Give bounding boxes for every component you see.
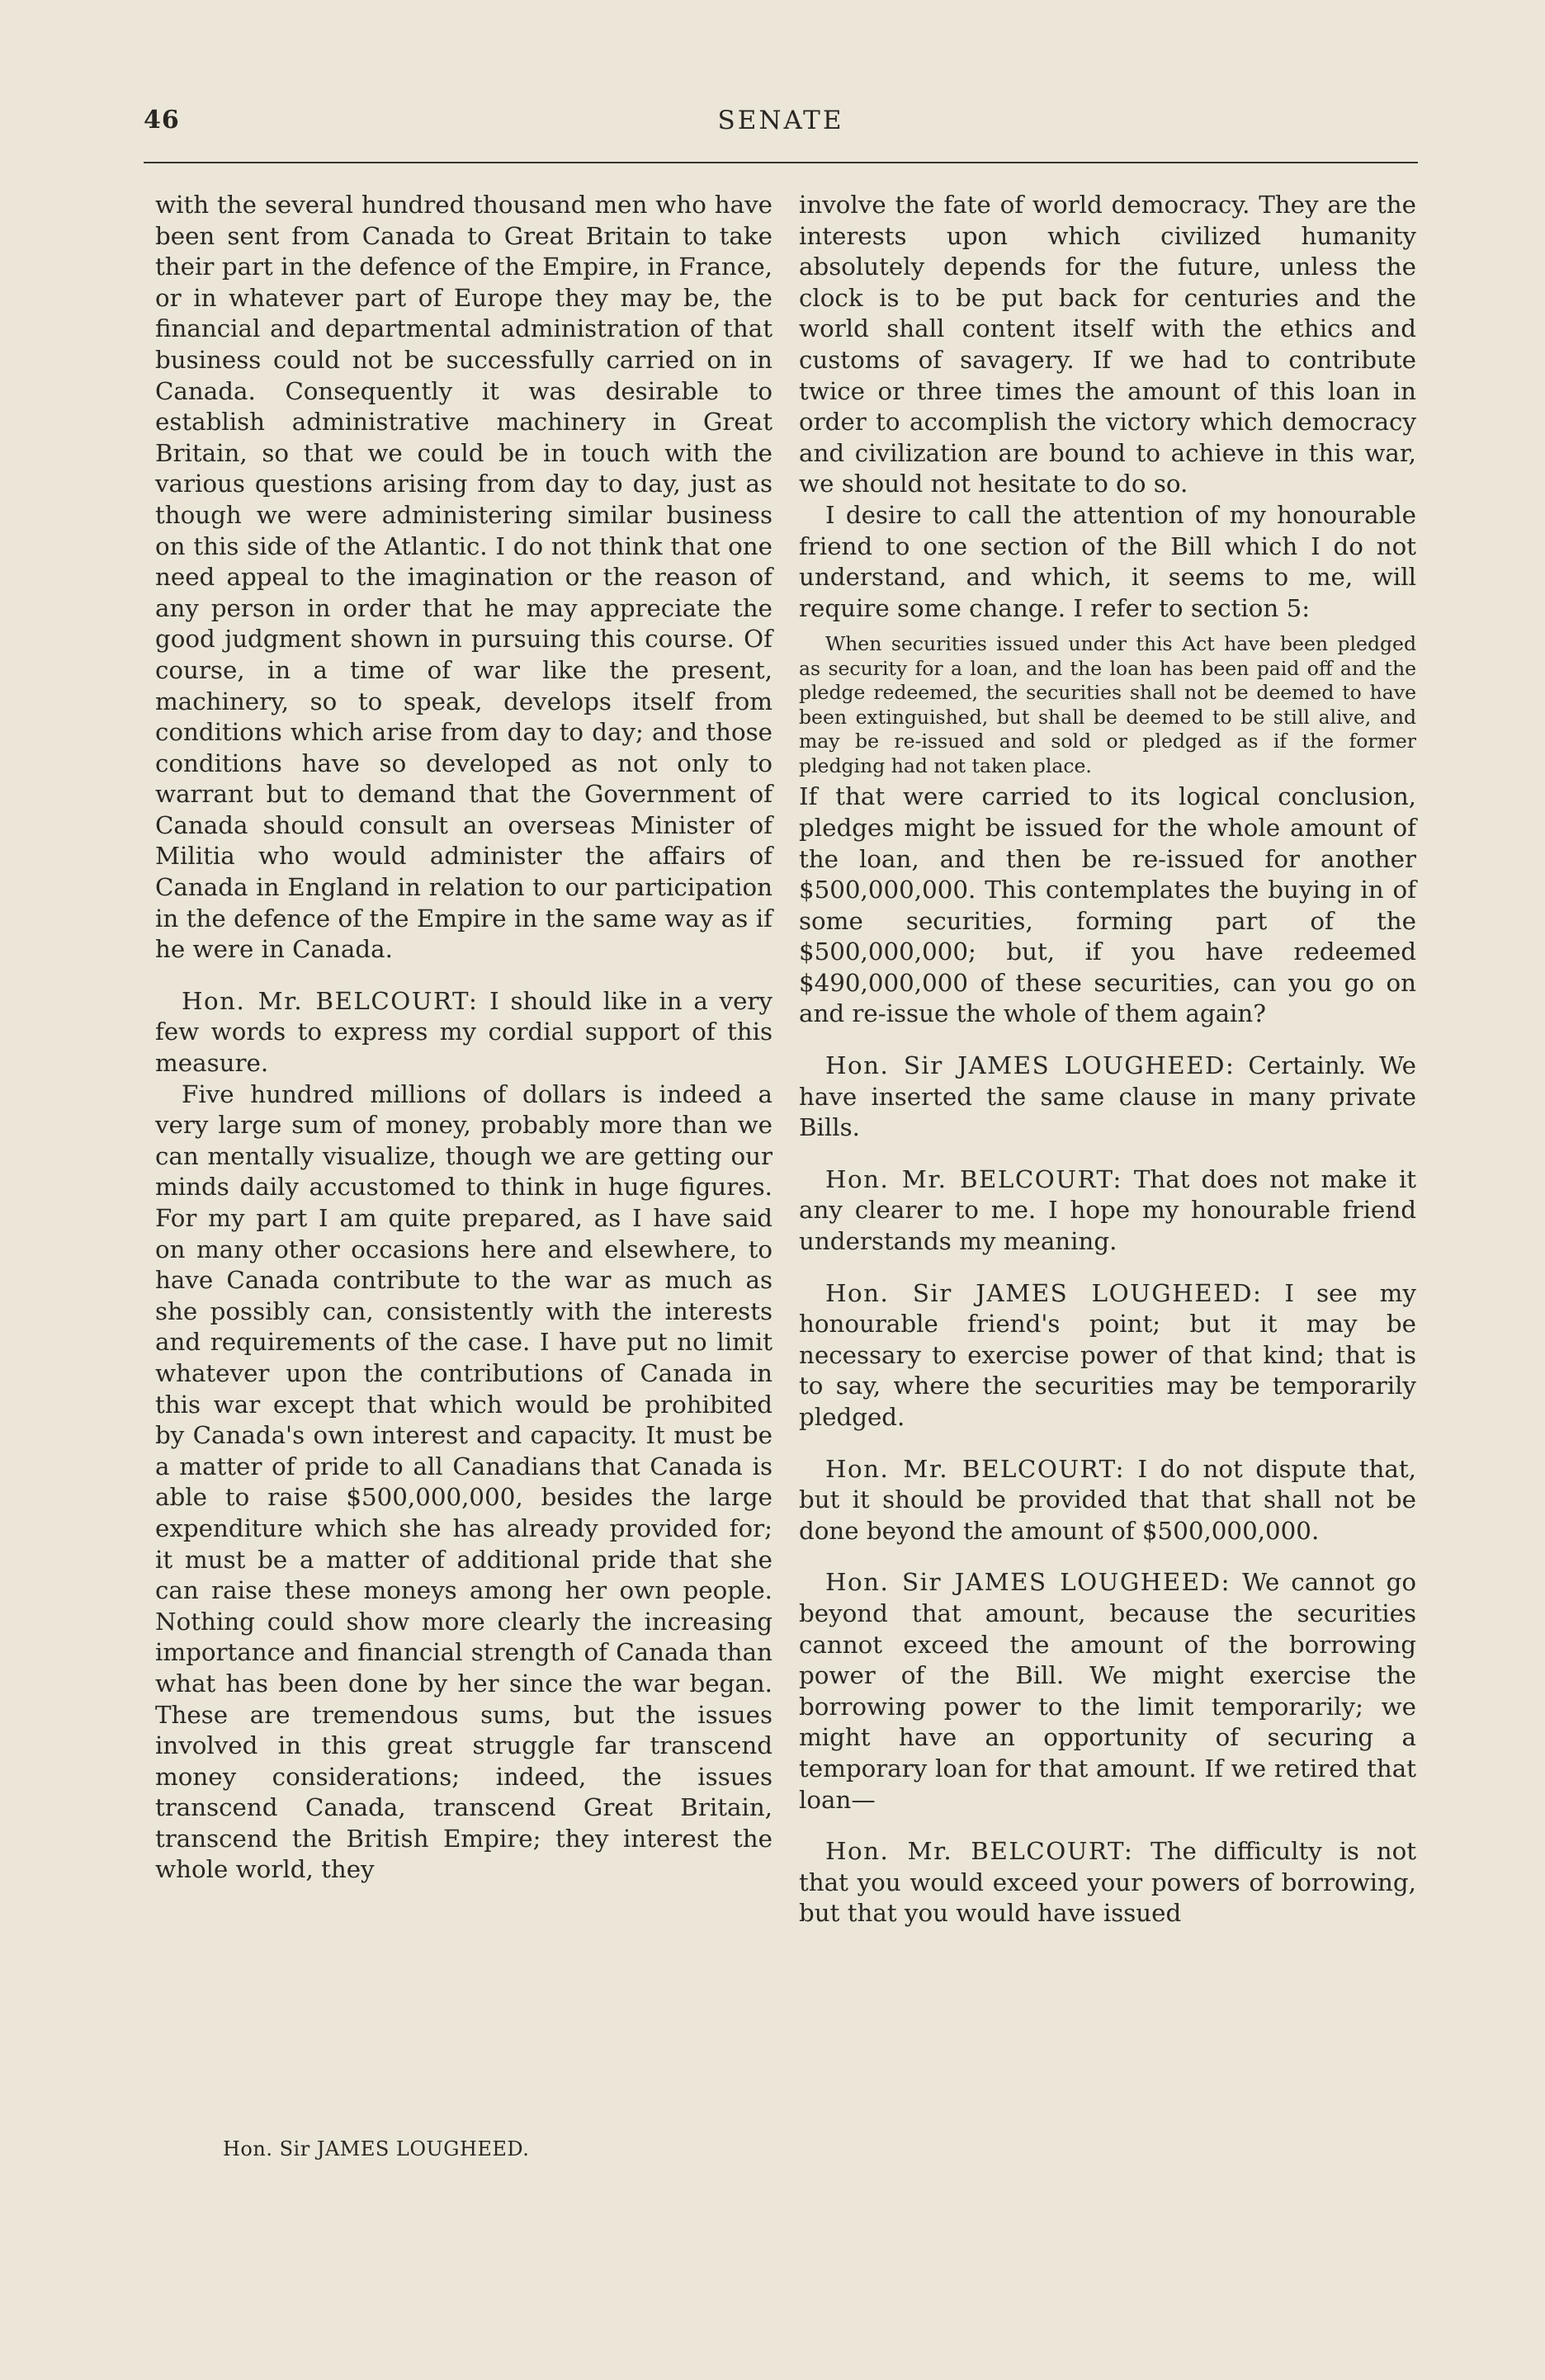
paragraph: If that were carried to its logical conclusion, pledges might be issued for the whole amount of the loan, and then be re-issued for another $500,000,000. This contemplates the buying in of some securities, forming part of the $500,000,000; but, if you have redeemed $490,000,000 of these securities, can you go on and re-issue the whole of them again? [799,782,1416,1028]
speaker-name: Hon. Mr. BELCOURT: [825,1837,1134,1866]
speech-text: I do not dispute that, but it should be provided that that shall not be done beyond the amount of $500,000,000. [799,1454,1416,1545]
speech [155,986,772,1079]
right-column [799,190,1416,1929]
speaker-name: Hon. Sir JAMES LOUGHEED: [825,1051,1236,1080]
paragraph: I desire to call the attention of my honourable friend to one section of the Bill which I do not understand, and which, it seems to me, will require some change. I refer to section 5: [799,500,1416,622]
speech [799,1278,1416,1433]
speaker-name: Hon. Sir JAMES LOUGHEED: [825,1278,1263,1307]
speech-text: The difficulty is not that you would exceed your powers of borrowing, but that you would have issued [799,1837,1416,1928]
speech [799,1836,1416,1929]
speech [799,1164,1416,1258]
page-number: 46 [144,106,180,135]
speech-text: I should like in a very few words to express my cordial support of this measure. [155,986,772,1078]
speaker-name: Hon. Mr. BELCOURT: [182,986,479,1015]
speech [799,1567,1416,1816]
quoted-section: When securities issued under this Act have been pledged as security for a loan, and the loan has been paid off and the pledge redeemed, the securities shall not be deemed to have been extinguished, but shall be deemed to be still alive, and may be re-issued and sold or pledged as if the former pledging had not taken place. [799,632,1416,777]
speech [799,1454,1416,1547]
speaker-name: Hon. Mr. BELCOURT: [825,1164,1122,1193]
speech-text: That does not make it any clearer to me. I hope my honourable friend understands my meaning. [799,1164,1416,1256]
running-head: SENATE [717,106,844,135]
page-header [144,106,1418,147]
left-column [155,190,772,1886]
speech-text: We cannot go beyond that amount, because the securities cannot exceed the amount of the borrowing power of the Bill. We might exercise the borrowing power to the limit temporarily; we might have an opportunity of securing a temporary loan for that amount. If we retired that loan— [799,1568,1416,1814]
header-rule [144,162,1418,163]
paragraph: Five hundred millions of dollars is indeed a very large sum of money, probably more than we can mentally visualize, though we are getting our minds daily accustomed to think in huge figures. For my part I am quite prepared, as I have said on many other occasions here and elsewhere, to have Canada contribute to the war as much as she possibly can, consistently with the interests and requirements of the case. I have put no limit whatever upon the contributions of Canada in this war except that which would be prohibited by Canada's own interest and capacity. It must be a matter of pride to all Canadians that Canada is able to raise $500,000,000, besides the large expenditure which she has already provided for; it must be a matter of additional pride that she can raise these moneys among her own people. Nothing could show more clearly the increasing importance and financial strength of Canada than what has been done by her since the war began. These are tremendous sums, but the issues involved in this great struggle far transcend money considerations; indeed, the issues transcend Canada, transcend Great Britain, transcend the British Empire; they interest the whole world, they [155,1079,772,1884]
speech [799,1051,1416,1144]
paragraph: involve the fate of world democracy. They are the interests upon which civilized humanity absolutely depends for the future, unless the clock is to be put back for centuries and the world shall content itself with the ethics and customs of savagery. If we had to contribute twice or three times the amount of this loan in order to accomplish the victory which democracy and civilization are bound to achieve in this war, we should not hesitate to do so. [799,191,1416,498]
speaker-name: Hon. Mr. BELCOURT: [825,1454,1125,1483]
footer-speaker-line: Hon. Sir JAMES LOUGHEED. [223,2137,530,2160]
speaker-name: Hon. Sir JAMES LOUGHEED: [825,1568,1231,1597]
speech-text: Certainly. We have inserted the same clause in many private Bills. [799,1051,1416,1142]
paragraph: with the several hundred thousand men who have been sent from Canada to Great Britain to take their part in the defence of the Empire, in France, or in whatever part of Europe they may be, the financial and departmental administration of that business could not be successfully carried on in Canada. Consequently it was desirable to establish administrative machinery in Great Britain, so that we could be in touch with the various questions arising from day to day, just as though we were administering similar business on this side of the Atlantic. I do not think that one need appeal to the imagination or the reason of any person in order that he may appreciate the good judgment shown in pursuing this course. Of course, in a time of war like the present, machinery, so to speak, develops itself from conditions which arise from day to day; and those conditions have so developed as not only to warrant but to demand that the Government of Canada should consult an overseas Minister of Militia who would administer the affairs of Canada in England in relation to our participation in the defence of the Empire in the same way as if he were in Canada. [155,191,772,964]
speech-text: I see my honourable friend's point; but it may be necessary to exercise power of that kind; that is to say, where the securities may be temporarily pledged. [799,1278,1416,1431]
